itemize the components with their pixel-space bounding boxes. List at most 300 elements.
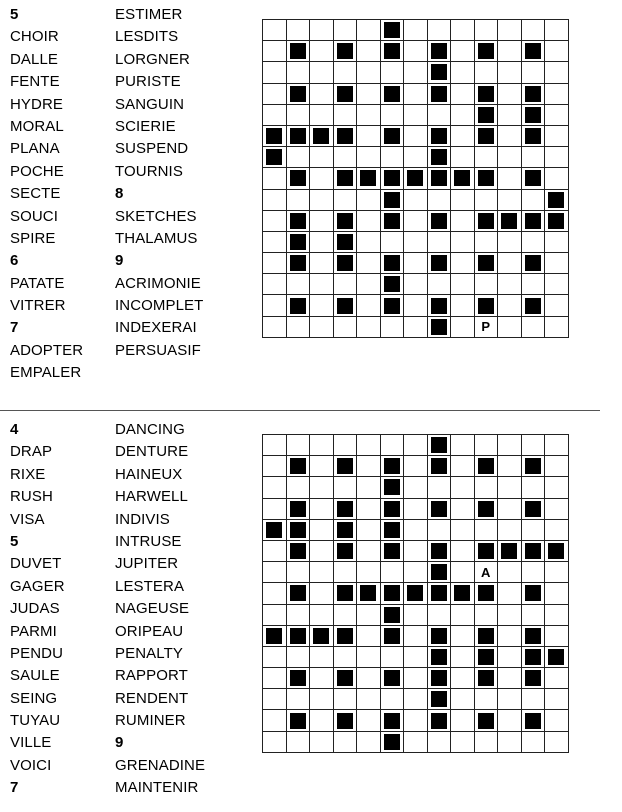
- grid-row: [263, 477, 569, 498]
- black-cell: [380, 20, 404, 41]
- black-cell: [474, 83, 498, 104]
- empty-cell: [545, 668, 569, 689]
- word-entry: PATATE: [10, 274, 65, 292]
- empty-cell: [263, 316, 287, 337]
- empty-cell: [357, 435, 381, 456]
- black-cell: [427, 562, 451, 583]
- word-length-heading: 7: [10, 779, 19, 797]
- empty-cell: [498, 435, 522, 456]
- empty-cell: [451, 125, 475, 146]
- empty-cell: [263, 583, 287, 604]
- word-length-heading: 9: [115, 734, 124, 752]
- empty-cell: [451, 295, 475, 316]
- empty-cell: [310, 710, 334, 731]
- empty-cell: [263, 435, 287, 456]
- empty-cell: [263, 477, 287, 498]
- empty-cell: [545, 519, 569, 540]
- empty-cell: [451, 498, 475, 519]
- empty-cell: [474, 20, 498, 41]
- empty-cell: [474, 604, 498, 625]
- empty-cell: [427, 231, 451, 252]
- black-cell: [474, 168, 498, 189]
- empty-cell: [404, 104, 428, 125]
- empty-cell: [404, 41, 428, 62]
- empty-cell: [263, 231, 287, 252]
- empty-cell: [333, 477, 357, 498]
- word-entry: THALAMUS: [115, 229, 198, 247]
- empty-cell: [333, 316, 357, 337]
- grid-row: [263, 689, 569, 710]
- black-cell: [521, 253, 545, 274]
- black-cell: [333, 668, 357, 689]
- word-entry: JUPITER: [115, 555, 179, 573]
- word-entry: EMPALER: [10, 364, 82, 382]
- empty-cell: [451, 540, 475, 561]
- black-cell: [380, 168, 404, 189]
- empty-cell: [263, 710, 287, 731]
- empty-cell: [357, 41, 381, 62]
- black-cell: [263, 519, 287, 540]
- grid-row: [263, 435, 569, 456]
- black-cell: [286, 253, 310, 274]
- black-cell: [333, 253, 357, 274]
- black-cell: [380, 477, 404, 498]
- black-cell: [380, 274, 404, 295]
- empty-cell: [286, 689, 310, 710]
- word-entry: INDEXERAI: [115, 319, 197, 337]
- empty-cell: [404, 604, 428, 625]
- word-entry: JUDAS: [10, 600, 60, 618]
- black-cell: [263, 625, 287, 646]
- empty-cell: [521, 316, 545, 337]
- empty-cell: [498, 646, 522, 667]
- empty-cell: [380, 689, 404, 710]
- empty-cell: [404, 147, 428, 168]
- empty-cell: [310, 731, 334, 752]
- word-entry: FENTE: [10, 73, 60, 91]
- black-cell: [545, 210, 569, 231]
- word-list-2-column-1: [10, 419, 65, 800]
- black-cell: [380, 498, 404, 519]
- empty-cell: [498, 295, 522, 316]
- black-cell: [521, 295, 545, 316]
- empty-cell: [380, 231, 404, 252]
- empty-cell: [498, 316, 522, 337]
- word-entry: GRENADINE: [115, 756, 206, 774]
- black-cell: [474, 668, 498, 689]
- word-entry: DENTURE: [115, 443, 189, 461]
- empty-cell: [474, 519, 498, 540]
- empty-cell: [310, 456, 334, 477]
- black-cell: [380, 125, 404, 146]
- empty-cell: [545, 253, 569, 274]
- word-length-heading: 5: [10, 532, 19, 550]
- empty-cell: [404, 540, 428, 561]
- black-cell: [333, 125, 357, 146]
- black-cell: [474, 210, 498, 231]
- black-cell: [333, 625, 357, 646]
- black-cell: [521, 168, 545, 189]
- empty-cell: [545, 625, 569, 646]
- word-length-heading: 4: [10, 421, 19, 438]
- empty-cell: [333, 646, 357, 667]
- empty-cell: [451, 147, 475, 168]
- empty-cell: [263, 456, 287, 477]
- black-cell: [286, 519, 310, 540]
- empty-cell: [263, 295, 287, 316]
- empty-cell: [451, 456, 475, 477]
- black-cell: [333, 168, 357, 189]
- empty-cell: [474, 189, 498, 210]
- word-entry: SECTE: [10, 185, 61, 203]
- empty-cell: [427, 189, 451, 210]
- crossword-grid-2: [262, 434, 569, 753]
- black-cell: [286, 498, 310, 519]
- black-cell: [521, 498, 545, 519]
- empty-cell: [310, 104, 334, 125]
- grid-row: [263, 316, 569, 337]
- empty-cell: [451, 104, 475, 125]
- black-cell: [333, 456, 357, 477]
- word-list-1-column-2: [115, 4, 203, 362]
- empty-cell: [545, 316, 569, 337]
- black-cell: [286, 231, 310, 252]
- black-cell: [310, 625, 334, 646]
- black-cell: [521, 41, 545, 62]
- empty-cell: [357, 274, 381, 295]
- empty-cell: [310, 562, 334, 583]
- empty-cell: [498, 583, 522, 604]
- black-cell: [380, 210, 404, 231]
- black-cell: [380, 710, 404, 731]
- empty-cell: [404, 83, 428, 104]
- black-cell: [380, 731, 404, 752]
- empty-cell: [263, 274, 287, 295]
- empty-cell: [263, 210, 287, 231]
- black-cell: [357, 583, 381, 604]
- empty-cell: [498, 519, 522, 540]
- black-cell: [474, 125, 498, 146]
- grid-row: [263, 625, 569, 646]
- empty-cell: [474, 689, 498, 710]
- black-cell: [474, 104, 498, 125]
- empty-cell: [451, 189, 475, 210]
- empty-cell: [545, 125, 569, 146]
- black-cell: [474, 625, 498, 646]
- word-entry: SOUCI: [10, 207, 59, 225]
- empty-cell: [451, 668, 475, 689]
- empty-cell: [286, 604, 310, 625]
- empty-cell: [521, 62, 545, 83]
- empty-cell: [357, 540, 381, 561]
- black-cell: [333, 210, 357, 231]
- black-cell: [333, 498, 357, 519]
- empty-cell: [404, 316, 428, 337]
- word-entry: POCHE: [10, 162, 64, 180]
- empty-cell: [451, 646, 475, 667]
- letter-cell: A: [474, 562, 498, 583]
- empty-cell: [498, 41, 522, 62]
- black-cell: [380, 253, 404, 274]
- empty-cell: [498, 147, 522, 168]
- empty-cell: [498, 104, 522, 125]
- black-cell: [427, 710, 451, 731]
- word-entry: HYDRE: [10, 95, 64, 113]
- word-entry: MAINTENIR: [115, 779, 199, 797]
- black-cell: [521, 540, 545, 561]
- word-entry: GAGER: [10, 577, 65, 595]
- empty-cell: [310, 210, 334, 231]
- black-cell: [474, 710, 498, 731]
- empty-cell: [357, 477, 381, 498]
- empty-cell: [404, 210, 428, 231]
- empty-cell: [263, 41, 287, 62]
- empty-cell: [451, 435, 475, 456]
- empty-cell: [498, 83, 522, 104]
- empty-cell: [380, 62, 404, 83]
- empty-cell: [404, 435, 428, 456]
- empty-cell: [404, 477, 428, 498]
- black-cell: [427, 295, 451, 316]
- empty-cell: [357, 253, 381, 274]
- black-cell: [333, 231, 357, 252]
- empty-cell: [263, 540, 287, 561]
- black-cell: [427, 253, 451, 274]
- empty-cell: [286, 274, 310, 295]
- word-entry: MORAL: [10, 117, 64, 135]
- black-cell: [286, 456, 310, 477]
- word-entry: VISA: [10, 510, 45, 528]
- empty-cell: [333, 147, 357, 168]
- word-entry: DUVET: [10, 555, 62, 573]
- black-cell: [498, 540, 522, 561]
- black-cell: [310, 125, 334, 146]
- empty-cell: [357, 519, 381, 540]
- word-entry: ORIPEAU: [115, 622, 184, 640]
- word-entry: LORGNER: [115, 50, 190, 68]
- black-cell: [545, 646, 569, 667]
- black-cell: [404, 168, 428, 189]
- word-entry: PURISTE: [115, 73, 181, 91]
- empty-cell: [498, 625, 522, 646]
- empty-cell: [404, 625, 428, 646]
- grid-row: [263, 20, 569, 41]
- empty-cell: [451, 274, 475, 295]
- empty-cell: [357, 625, 381, 646]
- empty-cell: [521, 731, 545, 752]
- empty-cell: [310, 83, 334, 104]
- black-cell: [427, 62, 451, 83]
- empty-cell: [357, 231, 381, 252]
- empty-cell: [474, 147, 498, 168]
- empty-cell: [357, 498, 381, 519]
- empty-cell: [310, 646, 334, 667]
- empty-cell: [286, 62, 310, 83]
- black-cell: [333, 540, 357, 561]
- black-cell: [521, 83, 545, 104]
- grid-row: [263, 274, 569, 295]
- grid-row: [263, 519, 569, 540]
- black-cell: [286, 668, 310, 689]
- empty-cell: [310, 41, 334, 62]
- empty-cell: [521, 189, 545, 210]
- black-cell: [545, 189, 569, 210]
- empty-cell: [404, 189, 428, 210]
- empty-cell: [263, 731, 287, 752]
- empty-cell: [263, 498, 287, 519]
- black-cell: [474, 646, 498, 667]
- empty-cell: [545, 562, 569, 583]
- empty-cell: [404, 125, 428, 146]
- empty-cell: [451, 41, 475, 62]
- empty-cell: [357, 689, 381, 710]
- empty-cell: [404, 20, 428, 41]
- black-cell: [286, 168, 310, 189]
- black-cell: [380, 41, 404, 62]
- word-entry: SCIERIE: [115, 117, 176, 135]
- empty-cell: [521, 274, 545, 295]
- empty-cell: [333, 435, 357, 456]
- word-entry: PLANA: [10, 140, 60, 158]
- grid-row: [263, 540, 569, 561]
- black-cell: [498, 210, 522, 231]
- empty-cell: [357, 456, 381, 477]
- black-cell: [286, 583, 310, 604]
- black-cell: [427, 540, 451, 561]
- empty-cell: [310, 274, 334, 295]
- empty-cell: [451, 604, 475, 625]
- black-cell: [474, 295, 498, 316]
- empty-cell: [310, 668, 334, 689]
- grid-row: [263, 646, 569, 667]
- black-cell: [451, 168, 475, 189]
- word-entry: INTRUSE: [115, 532, 182, 550]
- empty-cell: [498, 189, 522, 210]
- black-cell: [427, 41, 451, 62]
- word-entry: DANCING: [115, 421, 185, 438]
- empty-cell: [521, 604, 545, 625]
- empty-cell: [498, 253, 522, 274]
- empty-cell: [521, 20, 545, 41]
- empty-cell: [357, 125, 381, 146]
- empty-cell: [521, 435, 545, 456]
- empty-cell: [498, 604, 522, 625]
- word-entry: INDIVIS: [115, 510, 170, 528]
- empty-cell: [545, 168, 569, 189]
- black-cell: [521, 456, 545, 477]
- black-cell: [333, 583, 357, 604]
- grid-row: [263, 562, 569, 583]
- black-cell: [380, 540, 404, 561]
- empty-cell: [404, 646, 428, 667]
- empty-cell: [310, 689, 334, 710]
- word-entry: SUSPEND: [115, 140, 189, 158]
- empty-cell: [498, 562, 522, 583]
- empty-cell: [545, 456, 569, 477]
- black-cell: [545, 540, 569, 561]
- empty-cell: [357, 562, 381, 583]
- black-cell: [521, 104, 545, 125]
- empty-cell: [474, 435, 498, 456]
- grid-row: [263, 295, 569, 316]
- word-entry: PERSUASIF: [115, 341, 201, 359]
- word-length-heading: 5: [10, 6, 19, 23]
- black-cell: [521, 646, 545, 667]
- empty-cell: [357, 646, 381, 667]
- empty-cell: [310, 477, 334, 498]
- empty-cell: [380, 147, 404, 168]
- empty-cell: [545, 731, 569, 752]
- black-cell: [427, 498, 451, 519]
- empty-cell: [404, 562, 428, 583]
- empty-cell: [333, 604, 357, 625]
- word-entry: SKETCHES: [115, 207, 197, 225]
- empty-cell: [498, 731, 522, 752]
- black-cell: [357, 168, 381, 189]
- black-cell: [333, 83, 357, 104]
- word-entry: RENDENT: [115, 689, 189, 707]
- empty-cell: [357, 147, 381, 168]
- word-entry: LESTERA: [115, 577, 185, 595]
- empty-cell: [545, 83, 569, 104]
- black-cell: [521, 668, 545, 689]
- black-cell: [380, 519, 404, 540]
- grid-row: [263, 62, 569, 83]
- grid-row: [263, 210, 569, 231]
- empty-cell: [404, 710, 428, 731]
- empty-cell: [310, 519, 334, 540]
- black-cell: [427, 316, 451, 337]
- grid-row: [263, 147, 569, 168]
- empty-cell: [357, 189, 381, 210]
- empty-cell: [498, 477, 522, 498]
- grid-row: [263, 253, 569, 274]
- black-cell: [521, 625, 545, 646]
- empty-cell: [545, 583, 569, 604]
- empty-cell: [498, 20, 522, 41]
- grid-row: [263, 168, 569, 189]
- word-list-2-column-2: [115, 419, 205, 800]
- black-cell: [427, 83, 451, 104]
- empty-cell: [474, 62, 498, 83]
- black-cell: [333, 519, 357, 540]
- empty-cell: [521, 562, 545, 583]
- black-cell: [521, 125, 545, 146]
- empty-cell: [451, 710, 475, 731]
- section-divider: [0, 410, 600, 411]
- word-length-heading: 7: [10, 319, 19, 337]
- empty-cell: [357, 104, 381, 125]
- empty-cell: [545, 295, 569, 316]
- empty-cell: [310, 231, 334, 252]
- empty-cell: [545, 231, 569, 252]
- empty-cell: [357, 210, 381, 231]
- empty-cell: [498, 668, 522, 689]
- empty-cell: [286, 147, 310, 168]
- empty-cell: [357, 316, 381, 337]
- grid-row: [263, 731, 569, 752]
- empty-cell: [545, 604, 569, 625]
- grid-row: [263, 668, 569, 689]
- empty-cell: [263, 253, 287, 274]
- empty-cell: [380, 435, 404, 456]
- word-list-1-column-1: [10, 4, 83, 385]
- empty-cell: [263, 104, 287, 125]
- empty-cell: [263, 168, 287, 189]
- empty-cell: [310, 583, 334, 604]
- empty-cell: [498, 456, 522, 477]
- word-entry: PENDU: [10, 644, 64, 662]
